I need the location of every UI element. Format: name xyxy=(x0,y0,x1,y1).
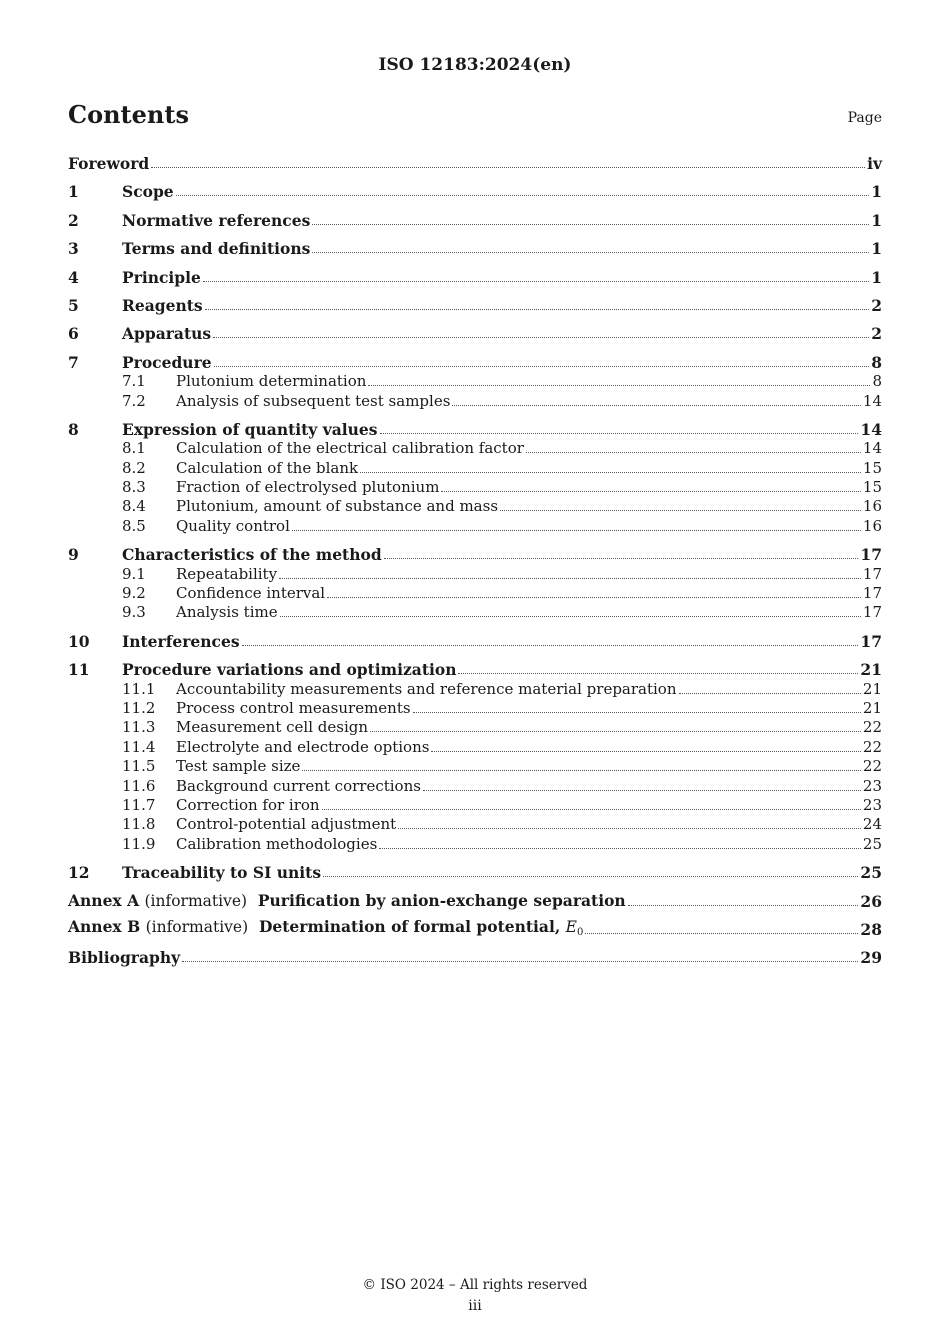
toc-label: Calculation of the electrical calibration factor xyxy=(176,439,524,458)
toc-number: 11.6 xyxy=(122,776,156,795)
dot-leader xyxy=(213,337,869,338)
dot-leader xyxy=(585,933,858,934)
toc-page: 21 xyxy=(862,679,882,698)
toc-page: 25 xyxy=(862,834,882,853)
dot-leader xyxy=(452,405,861,406)
toc-number: 11.5 xyxy=(122,757,156,776)
dot-leader xyxy=(413,712,861,713)
toc-number: 11.9 xyxy=(122,834,156,853)
dot-leader xyxy=(431,751,860,752)
toc-entry-apparatus[interactable] xyxy=(68,324,882,343)
toc-number: 11 xyxy=(68,660,90,680)
toc-label xyxy=(68,917,583,939)
dot-leader xyxy=(302,770,861,771)
toc-number: 4 xyxy=(68,267,79,287)
toc-subentry-8-2[interactable] xyxy=(68,458,882,477)
toc-subentry-9-2[interactable] xyxy=(68,584,882,603)
toc-label: Quality control xyxy=(176,516,290,535)
dot-leader xyxy=(441,491,860,492)
toc-entry-procedure[interactable] xyxy=(68,353,882,372)
formal-potential-symbol: E xyxy=(565,917,577,936)
toc-number: 9.3 xyxy=(122,603,146,622)
toc-page: 22 xyxy=(862,757,882,776)
toc-number: 11.4 xyxy=(122,737,156,756)
annex-title: Purification by anion-exchange separation xyxy=(257,890,626,910)
toc-number: 11.7 xyxy=(122,795,156,814)
annex-kind: (informative) xyxy=(144,891,248,910)
dot-leader xyxy=(458,673,858,674)
toc-number: 7 xyxy=(68,352,79,372)
toc-page: iv xyxy=(867,154,882,173)
toc-label: Calibration methodologies xyxy=(176,834,378,853)
toc-entry-scope[interactable] xyxy=(68,182,882,201)
toc-entry-terms-and-definitions[interactable] xyxy=(68,239,882,258)
dot-leader xyxy=(380,433,859,434)
toc-page: 8 xyxy=(871,352,882,372)
toc-label: Traceability to SI units xyxy=(122,863,322,883)
toc-page: 17 xyxy=(860,631,882,651)
toc-label: Analysis time xyxy=(176,603,278,622)
toc-page: 29 xyxy=(860,948,882,968)
toc-page: 14 xyxy=(862,391,882,410)
dot-leader xyxy=(151,167,865,168)
toc-page: 17 xyxy=(862,564,882,583)
toc-page: 1 xyxy=(871,239,882,259)
toc-number: 7.2 xyxy=(122,391,146,410)
toc-subentry-11-8[interactable] xyxy=(68,815,882,834)
toc-label: Expression of quantity values xyxy=(122,419,378,439)
toc-page: 8 xyxy=(872,372,882,391)
page-column-label: Page xyxy=(847,110,882,126)
toc-label: Background current corrections xyxy=(176,776,421,795)
dot-leader xyxy=(242,645,859,646)
toc-label: Electrolyte and electrode options xyxy=(176,737,430,756)
toc-page: 1 xyxy=(871,267,882,287)
toc-entry-principle[interactable] xyxy=(68,268,882,287)
dot-leader xyxy=(292,530,861,531)
toc-entry-normative-references[interactable] xyxy=(68,211,882,230)
toc-subentry-11-9[interactable] xyxy=(68,834,882,853)
toc-entry-bibliography[interactable] xyxy=(68,948,882,967)
annex-prefix: Annex B xyxy=(68,916,141,936)
dot-leader xyxy=(384,558,859,559)
toc-page: 14 xyxy=(862,439,882,458)
toc-subentry-11-1[interactable] xyxy=(68,679,882,698)
toc-page: 2 xyxy=(871,295,882,315)
toc-subentry-11-4[interactable] xyxy=(68,737,882,756)
toc-number: 6 xyxy=(68,324,79,344)
dot-leader xyxy=(280,616,861,617)
toc-number: 9 xyxy=(68,545,79,565)
toc-page: 25 xyxy=(860,863,882,883)
dot-leader xyxy=(628,905,859,906)
dot-leader xyxy=(205,309,870,310)
toc-label: Confidence interval xyxy=(176,584,326,603)
toc-page: 24 xyxy=(862,815,882,834)
toc-label: Procedure variations and optimization xyxy=(122,660,457,680)
toc-subentry-8-1[interactable] xyxy=(68,439,882,458)
toc-page: 28 xyxy=(860,919,882,939)
toc-number: 8.1 xyxy=(122,439,146,458)
toc-page: 14 xyxy=(860,419,882,439)
toc-page: 16 xyxy=(862,497,882,516)
toc-subentry-7-2[interactable] xyxy=(68,391,882,410)
toc-number: 11.8 xyxy=(122,815,156,834)
formal-potential-subscript: 0 xyxy=(576,926,584,938)
toc-page: 23 xyxy=(862,795,882,814)
toc-label: Process control measurements xyxy=(176,698,411,717)
toc-page: 1 xyxy=(871,182,882,202)
toc-label: Analysis of subsequent test samples xyxy=(176,391,451,410)
dot-leader xyxy=(500,510,861,511)
dot-leader xyxy=(322,809,861,810)
toc-number: 11.3 xyxy=(122,718,156,737)
toc-label: Procedure xyxy=(122,352,212,372)
toc-number: 2 xyxy=(68,210,79,230)
dot-leader xyxy=(279,578,861,579)
dot-leader xyxy=(368,385,870,386)
toc-entry-annex-b[interactable] xyxy=(68,916,882,939)
toc-subentry-8-4[interactable] xyxy=(68,497,882,516)
toc-number: 8.4 xyxy=(122,497,146,516)
table-of-contents xyxy=(68,154,882,967)
toc-label: Normative references xyxy=(122,210,311,230)
dot-leader xyxy=(312,224,869,225)
toc-page: 22 xyxy=(862,718,882,737)
toc-number: 12 xyxy=(68,863,90,883)
toc-number: 8 xyxy=(68,419,79,439)
toc-number: 1 xyxy=(68,182,79,202)
dot-leader xyxy=(360,472,861,473)
toc-label: Test sample size xyxy=(176,757,301,776)
toc-label: Interferences xyxy=(122,631,240,651)
toc-label: Plutonium determination xyxy=(176,372,367,391)
annex-prefix: Annex A xyxy=(68,890,140,910)
toc-number: 8.3 xyxy=(122,478,146,497)
toc-label: Control-potential adjustment xyxy=(176,815,397,834)
toc-subentry-8-5[interactable] xyxy=(68,516,882,535)
toc-subentry-11-3[interactable] xyxy=(68,718,882,737)
toc-entry-annex-a[interactable] xyxy=(68,892,882,911)
dot-leader xyxy=(327,597,861,598)
toc-subentry-8-3[interactable] xyxy=(68,478,882,497)
toc-label: Foreword xyxy=(68,154,150,173)
toc-label: Reagents xyxy=(122,295,203,315)
toc-subentry-11-2[interactable] xyxy=(68,699,882,718)
contents-title: Contents xyxy=(68,100,189,129)
toc-label: Measurement cell design xyxy=(176,718,369,737)
dot-leader xyxy=(379,848,861,849)
dot-leader xyxy=(370,731,861,732)
copyright-notice: © ISO 2024 – All rights reserved xyxy=(362,1277,588,1293)
toc-number: 3 xyxy=(68,239,79,259)
toc-number: 8.2 xyxy=(122,458,146,477)
dot-leader xyxy=(312,252,869,253)
toc-page: 15 xyxy=(862,458,882,477)
toc-page: 17 xyxy=(860,545,882,565)
toc-number: 9.2 xyxy=(122,584,146,603)
toc-label: Bibliography xyxy=(68,948,181,968)
dot-leader xyxy=(323,876,858,877)
toc-page: 23 xyxy=(862,776,882,795)
toc-page: 17 xyxy=(862,603,882,622)
toc-number: 7.1 xyxy=(122,372,146,391)
toc-label: Repeatability xyxy=(176,564,278,583)
toc-label xyxy=(68,891,626,911)
toc-page: 21 xyxy=(862,698,882,717)
toc-number: 11.1 xyxy=(122,679,156,698)
toc-number: 10 xyxy=(68,631,90,651)
toc-page: 16 xyxy=(862,516,882,535)
toc-number: 9.1 xyxy=(122,564,146,583)
page-number: iii xyxy=(468,1298,482,1314)
toc-label: Apparatus xyxy=(122,324,212,344)
toc-page: 21 xyxy=(860,660,882,680)
toc-number: 11.2 xyxy=(122,698,156,717)
toc-subentry-9-1[interactable] xyxy=(68,564,882,583)
annex-kind: (informative) xyxy=(145,917,249,936)
toc-subentry-11-7[interactable] xyxy=(68,796,882,815)
toc-page: 22 xyxy=(862,737,882,756)
dot-leader xyxy=(398,828,861,829)
toc-label: Accountability measurements and reference material preparation xyxy=(176,679,677,698)
toc-label: Characteristics of the method xyxy=(122,545,382,565)
dot-leader xyxy=(203,281,869,282)
toc-entry-procedure-variations[interactable] xyxy=(68,660,882,679)
toc-subentry-11-6[interactable] xyxy=(68,776,882,795)
toc-label: Fraction of electrolysed plutonium xyxy=(176,478,440,497)
toc-label: Plutonium, amount of substance and mass xyxy=(176,497,499,516)
toc-label: Scope xyxy=(122,182,174,202)
dot-leader xyxy=(679,693,861,694)
toc-subentry-9-3[interactable] xyxy=(68,603,882,622)
toc-subentry-7-1[interactable] xyxy=(68,372,882,391)
dot-leader xyxy=(176,195,870,196)
toc-label: Calculation of the blank xyxy=(176,458,359,477)
toc-entry-reagents[interactable] xyxy=(68,296,882,315)
dot-leader xyxy=(214,366,870,367)
toc-number: 5 xyxy=(68,295,79,315)
toc-page: 1 xyxy=(871,210,882,230)
toc-entry-traceability[interactable] xyxy=(68,863,882,882)
toc-entry-expression-of-quantity-values[interactable] xyxy=(68,420,882,439)
toc-number: 8.5 xyxy=(122,516,146,535)
toc-label: Principle xyxy=(122,267,201,287)
toc-entry-interferences[interactable] xyxy=(68,632,882,651)
toc-entry-characteristics-of-the-method[interactable] xyxy=(68,545,882,564)
toc-subentry-11-5[interactable] xyxy=(68,757,882,776)
toc-page: 2 xyxy=(871,324,882,344)
toc-entry-foreword[interactable] xyxy=(68,154,882,173)
toc-page: 17 xyxy=(862,584,882,603)
dot-leader xyxy=(526,452,861,453)
dot-leader xyxy=(182,961,858,962)
dot-leader xyxy=(423,790,861,791)
document-header: ISO 12183:2024(en) xyxy=(378,55,572,75)
toc-label: Terms and definitions xyxy=(122,239,311,259)
toc-page: 26 xyxy=(860,891,882,911)
toc-page: 15 xyxy=(862,478,882,497)
toc-label: Correction for iron xyxy=(176,795,320,814)
annex-title: Determination of formal potential, xyxy=(258,916,566,936)
